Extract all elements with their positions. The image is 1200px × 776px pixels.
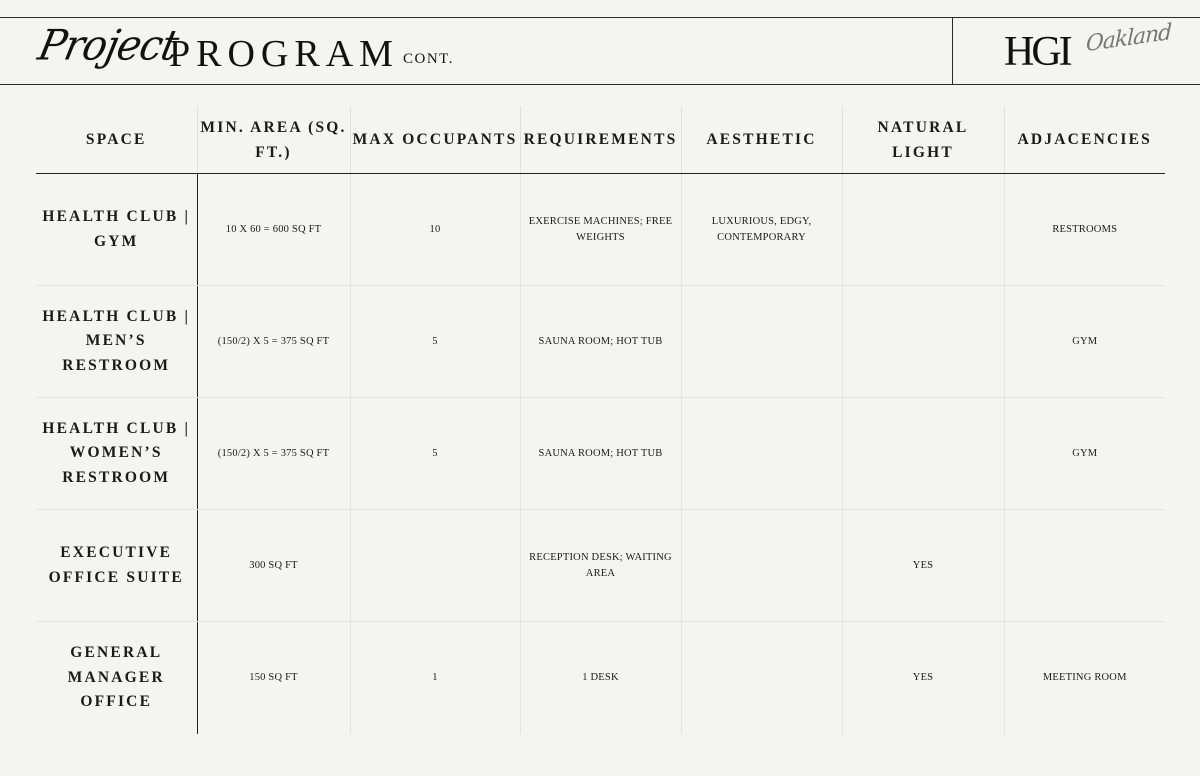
- cell-max-occupants: 5: [350, 286, 520, 398]
- program-table: [36, 106, 1165, 734]
- page-header: [0, 17, 1200, 85]
- table-row: [36, 398, 1165, 510]
- cell-aesthetic: LUXURIOUS, EDGY, CONTEMPORARY: [681, 174, 842, 286]
- cell-aesthetic: [681, 286, 842, 398]
- cell-max-occupants: 5: [350, 398, 520, 510]
- header-divider: [952, 18, 953, 84]
- cell-adjacencies: MEETING ROOM: [1042, 671, 1127, 683]
- cell-max-occupants: 10: [350, 174, 520, 286]
- cell-adjacencies: GYM: [1004, 286, 1165, 398]
- cell-aesthetic: [681, 398, 842, 510]
- cell-max-occupants: [350, 510, 520, 622]
- page-title: PROGRAM: [169, 33, 399, 75]
- cell-natural-light: [842, 398, 1004, 510]
- cell-space: EXECUTIVE OFFICE SUITE: [36, 510, 197, 622]
- cell-adjacencies: GYM: [1004, 398, 1165, 510]
- cell-max-occupants: 1: [350, 622, 520, 734]
- cell-space: HEALTH CLUB | WOMEN’S RESTROOM: [36, 398, 197, 510]
- cell-min-area: (150/2) X 5 = 375 SQ FT: [197, 398, 350, 510]
- column-header-min-area: MIN. AREA (SQ. FT.): [197, 106, 350, 174]
- cell-aesthetic: [681, 510, 842, 622]
- page-title-suffix: CONT.: [403, 51, 454, 67]
- cell-aesthetic: [681, 622, 842, 734]
- column-header-max-occupants: MAX OCCUPANTS: [350, 106, 520, 174]
- column-header-aesthetic: AESTHETIC: [681, 106, 842, 174]
- cell-space: HEALTH CLUB | GYM: [36, 174, 197, 286]
- table-row: [36, 174, 1165, 286]
- cell-natural-light: YES: [842, 510, 1004, 622]
- column-header-requirements: REQUIREMENTS: [520, 106, 681, 174]
- table-row: [36, 510, 1165, 622]
- cell-requirements: RECEPTION DESK; WAITING AREA: [520, 510, 681, 622]
- table-row: [36, 622, 1165, 734]
- cell-space: HEALTH CLUB | MEN’S RESTROOM: [36, 286, 197, 398]
- cell-natural-light: [842, 174, 1004, 286]
- cell-min-area: 150 SQ FT: [197, 622, 350, 734]
- table-row: [36, 286, 1165, 398]
- cell-requirements: SAUNA ROOM; HOT TUB: [520, 398, 681, 510]
- cell-min-area: (150/2) X 5 = 375 SQ FT: [197, 286, 350, 398]
- cell-natural-light: [842, 286, 1004, 398]
- column-header-adjacencies: ADJACENCIES: [1004, 106, 1165, 174]
- cell-requirements: SAUNA ROOM; HOT TUB: [520, 286, 681, 398]
- cell-min-area: 300 SQ FT: [197, 510, 350, 622]
- column-header-natural-light: NATURAL LIGHT: [842, 106, 1004, 174]
- brand-logo-city: Oakland: [1085, 19, 1172, 58]
- cell-min-area: 10 X 60 = 600 SQ FT: [197, 174, 350, 286]
- table-header-row: [36, 106, 1165, 174]
- cell-space: GENERAL MANAGER OFFICE: [36, 622, 197, 734]
- cell-requirements: EXERCISE MACHINES; FREE WEIGHTS: [520, 174, 681, 286]
- cell-adjacencies: [1004, 510, 1165, 622]
- cell-requirements: 1 DESK: [520, 622, 681, 734]
- cell-adjacencies: RESTROOMS: [1004, 174, 1165, 286]
- script-title-word: Project: [34, 21, 182, 70]
- column-header-space: SPACE: [36, 106, 197, 174]
- brand-logo: HGI: [1004, 29, 1070, 75]
- cell-natural-light: YES: [842, 622, 1004, 734]
